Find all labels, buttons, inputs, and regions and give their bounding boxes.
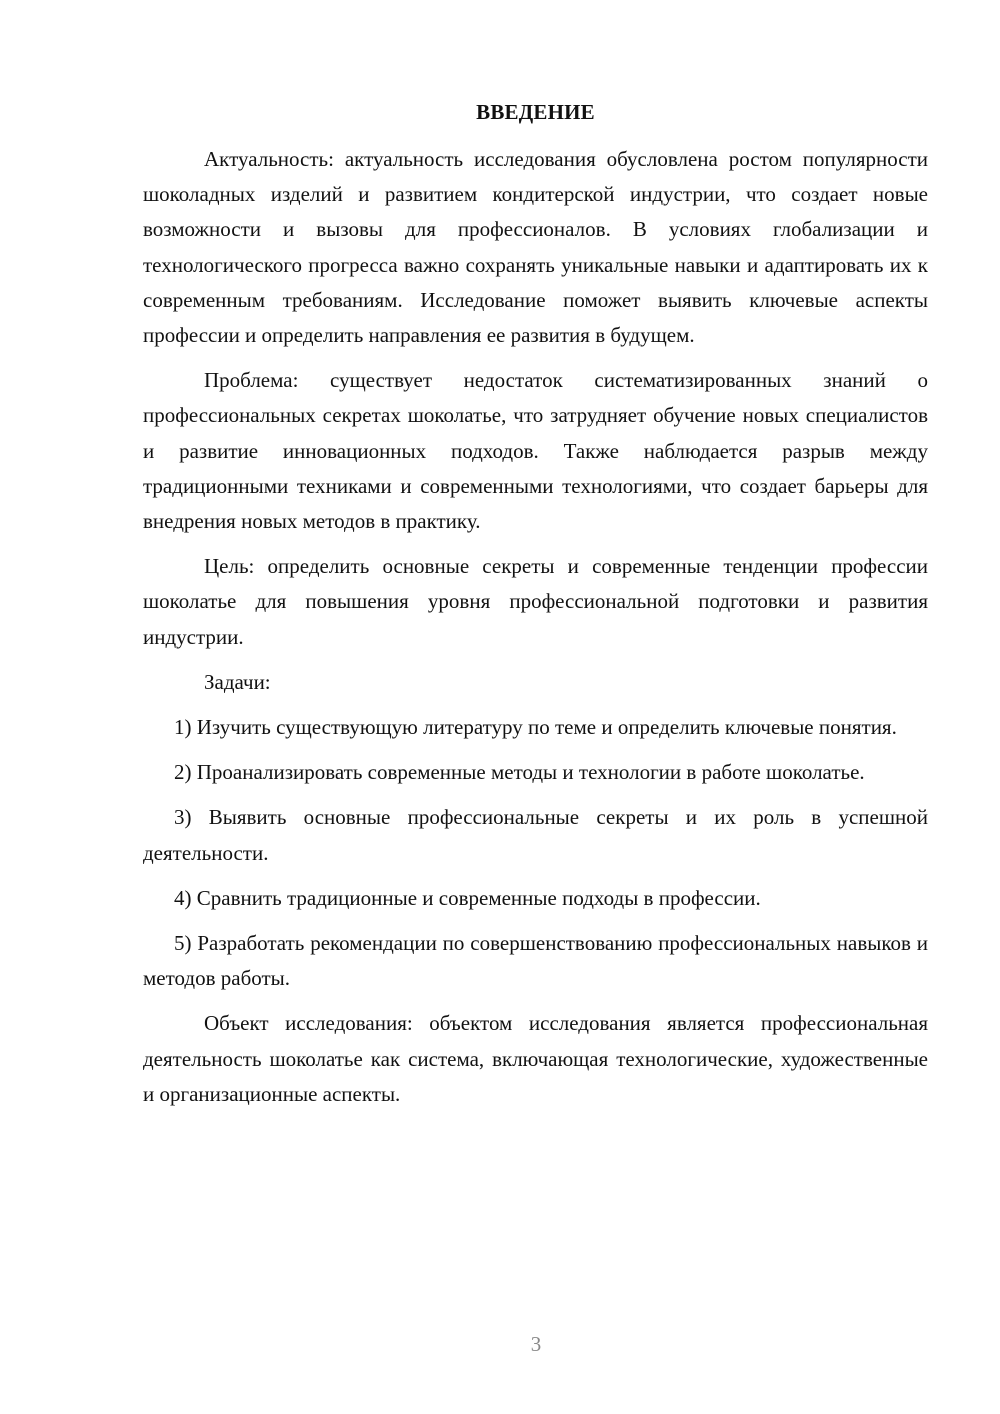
problem-paragraph: Проблема: существует недостаток систематизированных знаний о профессиональных секретах шоколатье, что затрудняет обучение новых специалистов и развитие инновационных подходов. Также наблюдается разрыв между традиционными техниками и современными технологиями, что создает барьеры для внедрения новых методов в практику. (143, 368, 928, 534)
tasks-label: Задачи: (204, 669, 271, 694)
goal-paragraph: Цель: определить основные секреты и современные тенденции профессии шоколатье для повышения уровня профессиональной подготовки и развития индустрии. (143, 554, 928, 649)
task-item: 1) Изучить существующую литературу по теме и определить ключевые понятия. (174, 715, 897, 740)
relevance-paragraph: Актуальность: актуальность исследования обусловлена ростом популярности шоколадных изделий и развитием кондитерской индустрии, что создает новые возможности и вызовы для профессионалов. В условиях глобализации и технологического прогресса важно сохранять уникальные навыки и адаптировать их к современным требованиям. Исследование поможет выявить ключевые аспекты профессии и определить направления ее развития в будущем. (143, 147, 928, 348)
task-item: 3) Выявить основные профессиональные секреты и их роль в успешной деятельности. (143, 805, 928, 865)
object-paragraph: Объект исследования: объектом исследования является профессиональная деятельность шоколатье как система, включающая технологические, художественные и организационные аспекты. (143, 1011, 928, 1106)
task-item: 2) Проанализировать современные методы и технологии в работе шоколатье. (174, 760, 865, 785)
page-number: 3 (530, 1332, 542, 1356)
task-item: 4) Сравнить традиционные и современные подходы в профессии. (174, 885, 761, 910)
page-content (143, 95, 928, 1122)
task-item: 5) Разработать рекомендации по совершенствованию профессиональных навыков и методов работы. (143, 931, 928, 991)
section-heading: ВВЕДЕНИЕ (476, 100, 595, 124)
